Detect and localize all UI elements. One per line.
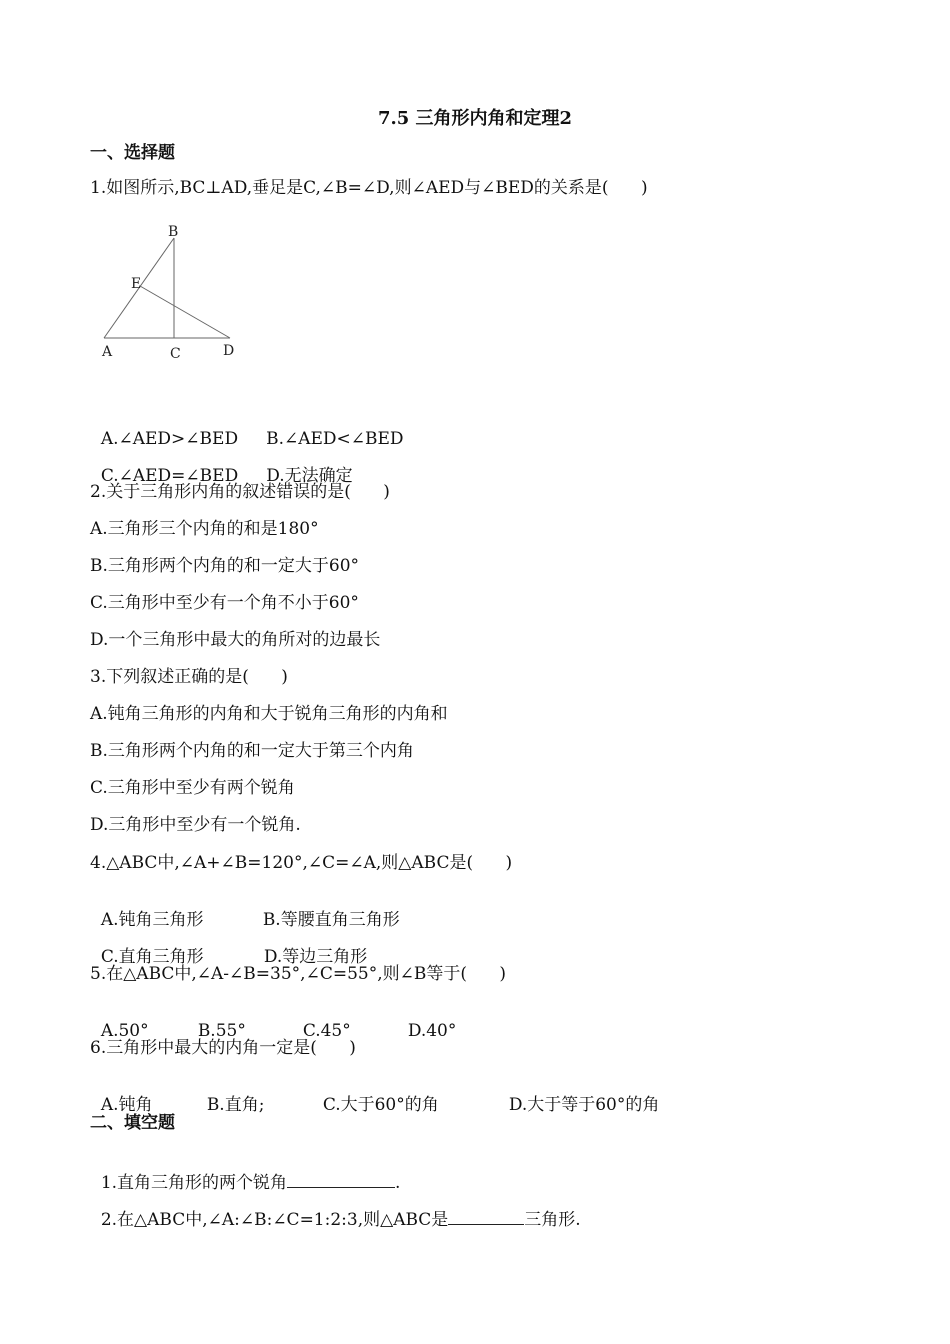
label-d: D <box>223 343 235 359</box>
q4-option-b[interactable]: B.等腰直角三角形 <box>262 910 400 930</box>
q5-option-a[interactable]: A.50° <box>100 1021 149 1041</box>
page-title: 7.5 三角形内角和定理2 <box>377 108 573 129</box>
q4-option-a[interactable]: A.钝角三角形 <box>100 910 204 930</box>
label-e: E <box>131 276 142 292</box>
fill-q1-suffix: . <box>395 1173 401 1193</box>
fill-q1-text: 1.直角三角形的两个锐角 <box>100 1173 288 1193</box>
fill-q2 <box>90 1188 581 1230</box>
q2-option-d[interactable]: D.一个三角形中最大的角所对的边最长 <box>90 630 381 650</box>
label-c: C <box>170 346 181 362</box>
q1-option-a[interactable]: A.∠AED>∠BED <box>100 429 239 449</box>
q1-option-b[interactable]: B.∠AED<∠BED <box>266 429 404 449</box>
fill-q2-text: 2.在△ABC中,∠A:∠B:∠C=1:2:3,则△ABC是 <box>100 1210 449 1230</box>
q2-option-b[interactable]: B.三角形两个内角的和一定大于60° <box>90 556 360 576</box>
q1-options-row2 <box>90 446 353 486</box>
q5-option-c[interactable]: C.45° <box>302 1021 351 1041</box>
q3-option-b[interactable]: B.三角形两个内角的和一定大于第三个内角 <box>90 741 414 761</box>
q4-option-c[interactable]: C.直角三角形 <box>100 947 204 967</box>
q5-options-row <box>90 1001 456 1041</box>
q3-option-d[interactable]: D.三角形中至少有一个锐角. <box>90 815 301 835</box>
section-choice-heading: 一、选择题 <box>90 143 175 163</box>
q2-option-c[interactable]: C.三角形中至少有一个角不小于60° <box>90 593 359 613</box>
q5-stem: 5.在△ABC中,∠A-∠B=35°,∠C=55°,则∠B等于( ) <box>90 964 507 984</box>
q6-options-row <box>90 1075 659 1115</box>
q1-option-d[interactable]: D.无法确定 <box>266 466 353 486</box>
q2-option-a[interactable]: A.三角形三个内角的和是180° <box>90 519 319 539</box>
q3-option-a[interactable]: A.钝角三角形的内角和大于锐角三角形的内角和 <box>90 704 448 724</box>
label-b: B <box>168 224 179 240</box>
fill-q1 <box>90 1151 400 1193</box>
q6-option-a[interactable]: A.钝角 <box>100 1095 153 1115</box>
fill-q2-answer-blank[interactable] <box>448 1208 524 1225</box>
q5-option-b[interactable]: B.55° <box>197 1021 246 1041</box>
q4-stem: 4.△ABC中,∠A+∠B=120°,∠C=∠A,则△ABC是( ) <box>90 853 513 873</box>
q3-stem: 3.下列叙述正确的是( ) <box>90 667 288 687</box>
label-a: A <box>102 344 113 360</box>
q6-option-d[interactable]: D.大于等于60°的角 <box>508 1095 660 1115</box>
q6-option-b[interactable]: B.直角; <box>206 1095 265 1115</box>
q3-option-c[interactable]: C.三角形中至少有两个锐角 <box>90 778 295 798</box>
q1-option-c[interactable]: C.∠AED=∠BED <box>100 466 239 486</box>
q4-option-d[interactable]: D.等边三角形 <box>263 947 368 967</box>
segment-ed <box>140 286 230 338</box>
q4-options-row2 <box>90 927 367 967</box>
q6-stem: 6.三角形中最大的内角一定是( ) <box>90 1038 356 1058</box>
q5-option-d[interactable]: D.40° <box>407 1021 457 1041</box>
fill-q2-suffix: 三角形. <box>524 1210 581 1230</box>
section-fill-heading: 二、填空题 <box>90 1113 175 1133</box>
q4-options-row1 <box>90 890 400 930</box>
q1-options-row1 <box>90 409 404 449</box>
q2-stem: 2.关于三角形内角的叙述错误的是( ) <box>90 482 390 502</box>
q6-option-c[interactable]: C.大于60°的角 <box>322 1095 439 1115</box>
q1-figure <box>95 220 245 365</box>
q1-stem: 1.如图所示,BC⊥AD,垂足是C,∠B=∠D,则∠AED与∠BED的关系是( ) <box>90 178 648 198</box>
fill-q1-answer-blank[interactable] <box>287 1171 395 1188</box>
